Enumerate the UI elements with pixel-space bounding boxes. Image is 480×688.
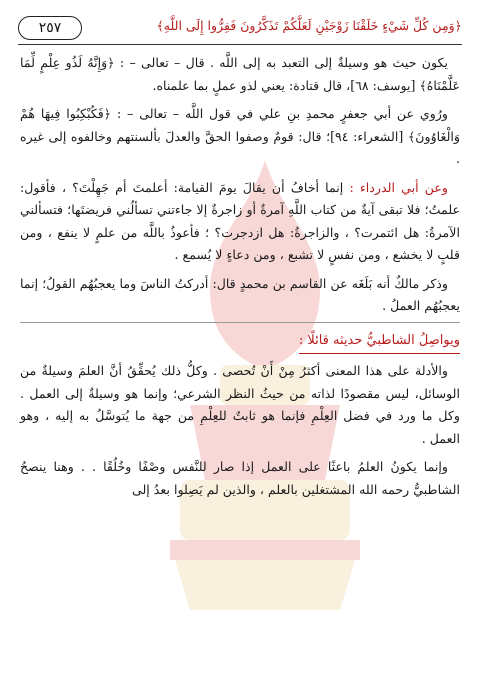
page-body (20, 52, 460, 507)
paragraph-5-text: والأدلة على هذا المعنى أكثرُ مِنْ أَنْ تُحصى . وكلُّ ذلك يُحقِّقُ أنَّ العلمَ وسيلةٌ من الوسائل، ليس مقصودًا لذاته من حيثُ النظر الشرعي؛ وإنما هو وسيلةٌ إلى العمل . وكل ما ورد في فضل العِلْمِ فإنما هو ثابتٌ للعِلْمِ من جهة ما يُتوسَّلُ به إليه ، وهو العمل . (20, 363, 460, 446)
header-divider (18, 44, 462, 45)
page-header (18, 16, 462, 40)
paragraph-1 (20, 52, 460, 97)
paragraph-4-text: وذكر مالكٌ أنه بَلَغَه عن القاسم بن محمدٍ قال: أدركتُ الناسَ وما يعجبُهُم القولُ؛ إنما يعجبُهُم العملُ . (20, 275, 460, 313)
paragraph-6 (20, 456, 460, 501)
paragraph-4 (20, 273, 460, 318)
paragraph-2-text: ورُوي عن أبي جعفرٍ محمدِ بنِ علي في قول اللَّه – تعالى – : ﴿فَكُبْكِبُوا فِيهَا هُمْ وَالْغَاوُونَ﴾ [الشعراء: ٩٤]؛ قال: قومٌ وصفوا الحقَّ والعدلَ بألسنتهم وخالفوه إلى غيره . (20, 106, 460, 166)
page-number: ٢٥٧ (18, 16, 82, 40)
section-subheading: ويواصِلُ الشاطبيُّ حديثه قائلًا : (299, 330, 460, 355)
paragraph-5 (20, 360, 460, 450)
paragraph-3 (20, 177, 460, 267)
paragraph-3-text: إنما أخافُ أن يقالَ يومَ القيامة: أعلمتَ أم جَهِلْتَ؟ ، فأقول: علمتُ؛ فلا تبقى آيةٌ من كتاب اللَّهِ آمرةٌ أو زاجرةٌ إلا جاءتني تسألُني فريضتَها؛ فتسألني الآمرةُ: هل ائتمرت؟ ، والزاجرةُ: هل ازدجرت؟ ؛ فأعوذُ باللَّه من علمٍ لا ينفع ، ومن قلبٍ لا يخشع ، ومن نفسٍ لا تشبع ، ومن دعاءٍ لا يُسمع . (20, 179, 460, 262)
paragraph-3-lead: وعن أبي الدرداء : (349, 179, 448, 195)
paragraph-6-text: وإنما يكونُ العلمُ باعثًا على العمل إذا صار للنَّفس وصْفًا وخُلُقًا . . وهنا ينصحُ الشاطبيُّ رحمه الله المشتغلين بالعلم ، والذين لم يَصِلوا بعدُ إلى (20, 459, 460, 497)
paragraph-2 (20, 103, 460, 171)
section-divider (20, 322, 460, 323)
header-verse: ﴿وَمِن كُلِّ شَيْءٍ خَلَقْنَا زَوْجَيْنِ لَعَلَّكُمْ تَذَكَّرُونَ فَفِرُّوا إِلَى اللَّهِ﴾ (156, 18, 462, 33)
paragraph-1-text: يكون حيث هو وسيلةٌ إلى التعبد به إلى اللَّه . قال – تعالى – : ﴿وَإِنَّهُ لَذُو عِلْمٍ لِّمَا عَلَّمْنَاهُ﴾ [يوسف: ٦٨]، قال قتادة: يعني لذو عملٍ بما علمناه. (20, 55, 460, 93)
